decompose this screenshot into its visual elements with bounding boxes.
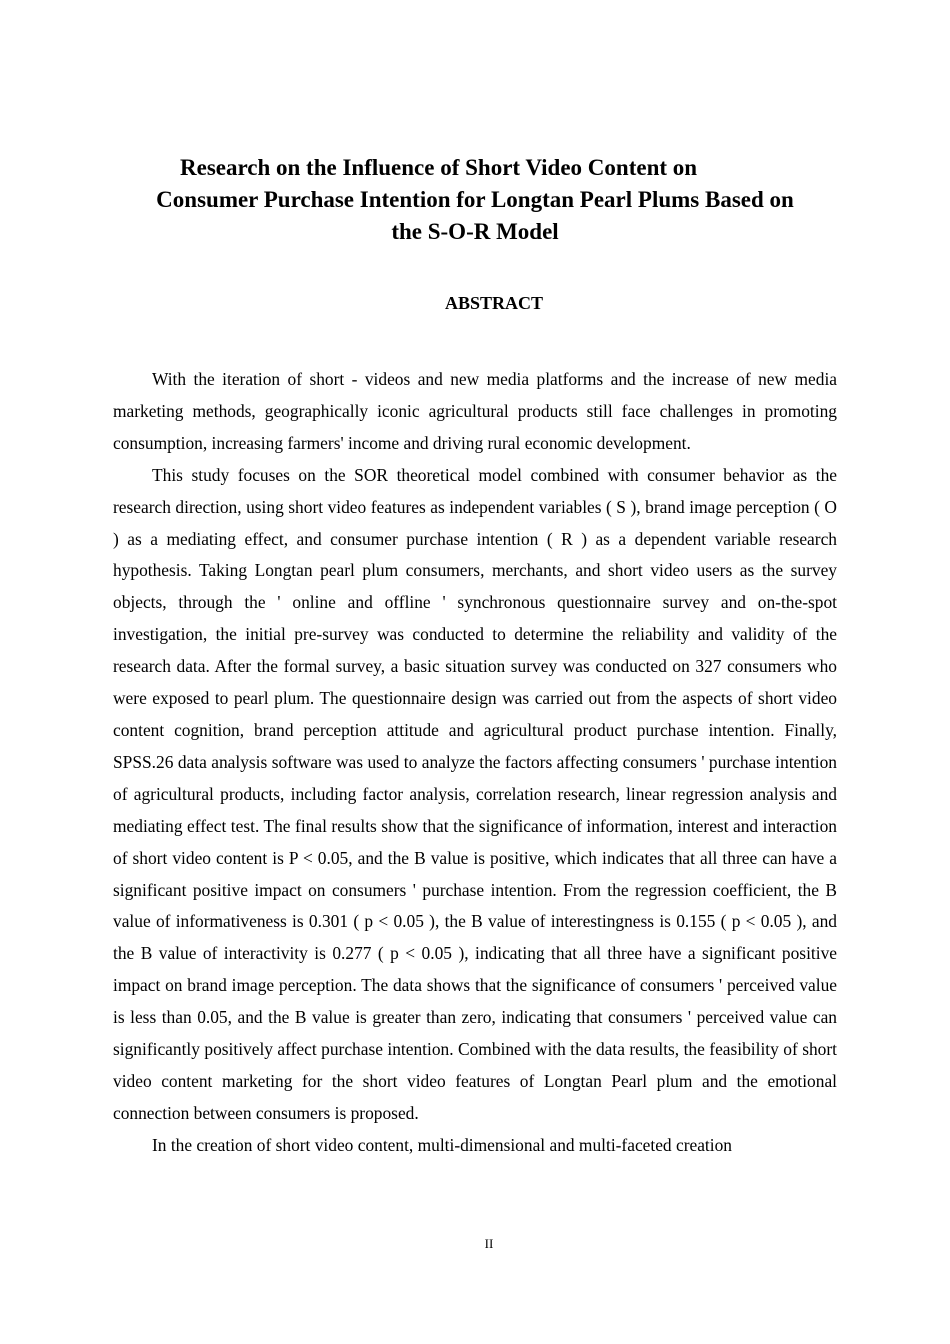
title-line-1: Research on the Influence of Short Video Content on [180,155,698,180]
abstract-paragraph: This study focuses on the SOR theoretical model combined with consumer behavior as the research direction, using short video features as independent variables ( S ), brand image perception ( O ) as a mediating effect, and consumer purchase intention ( R ) as a dependent variable research hypothesis. Taking Longtan pearl plum consumers, merchants, and short video users as the survey objects, through the ' online and offline ' synchronous questionnaire survey and on-the-spot investigation, the initial pre-survey was conducted to determine the reliability and validity of the research data. After the formal survey, a basic situation survey was conducted on 327 consumers who were exposed to pearl plum. The questionnaire design was carried out from the aspects of short video content cognition, brand perception attitude and agricultural product purchase intention. Finally, SPSS.26 data analysis software was used to analyze the factors affecting consumers ' purchase intention of agricultural products, including factor analysis, correlation research, linear regression analysis and mediating effect test. The final results show that the significance of information, interest and interaction of short video content is P < 0.05, and the B value is positive, which indicates that all three can have a significant positive impact on consumers ' purchase intention. From the regression coefficient, the B value of informativeness is 0.301 ( p < 0.05 ), the B value of interestingness is 0.155 ( p < 0.05 ), and the B value of interactivity is 0.277 ( p < 0.05 ), indicating that all three have a significant positive impact on brand image perception. The data shows that the significance of consumers ' perceived value is less than 0.05, and the B value is greater than zero, indicating that consumers ' perceived value can significantly positively affect purchase intention. Combined with the data results, the feasibility of short video content marketing for the short video features of Longtan Pearl plum and the emotional connection between consumers is proposed. [113,464,837,1123]
abstract-body [113,364,837,1162]
title-line-3: the S-O-R Model [391,219,559,244]
abstract-paragraph: In the creation of short video content, multi-dimensional and multi-faceted creation [152,1134,732,1155]
title-line-2: Consumer Purchase Intention for Longtan Pearl Plums Based on [156,187,794,212]
abstract-heading: ABSTRACT [444,293,544,313]
page-number: II [484,1236,494,1251]
abstract-paragraph: With the iteration of short - videos and new media platforms and the increase of new media marketing methods, geographically iconic agricultural products still face challenges in promoting consumption, increasing farmers' income and driving rural economic development. [113,369,837,453]
paper-title [100,152,850,248]
